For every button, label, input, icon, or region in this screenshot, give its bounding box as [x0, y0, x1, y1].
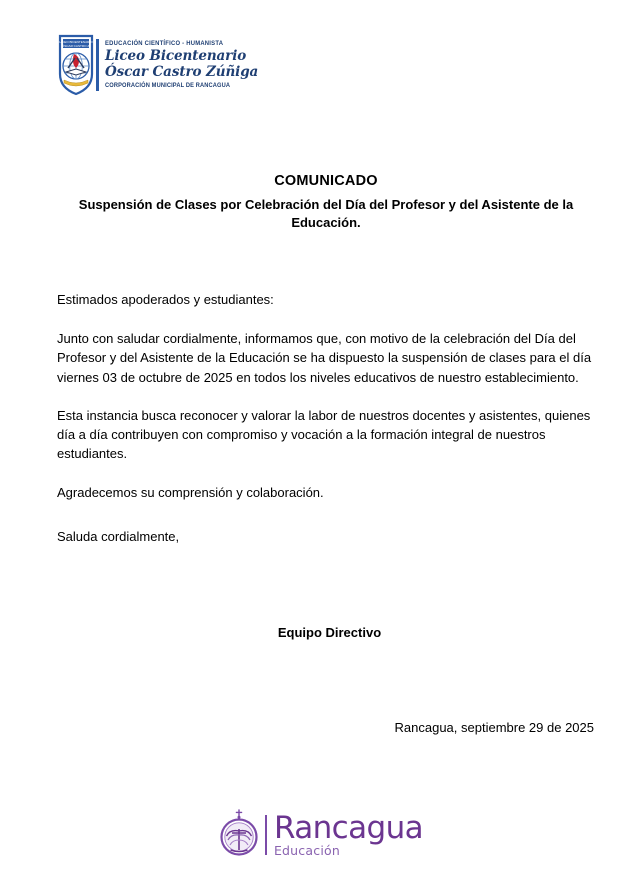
page-subtitle: Suspensión de Clases por Celebración del Día del Profesor y del Asistente de la Educación. [78, 196, 574, 231]
body-paragraph-2: Esta instancia busca reconocer y valorar la labor de nuestros docentes y asistentes, quienes día a día contribuyen con compromiso y vocación a la formación integral de nuestros estudiantes. [57, 407, 591, 462]
page-title: COMUNICADO [274, 173, 378, 189]
signature-block: Equipo Directivo [277, 625, 382, 640]
body-greeting: Estimados apoderados y estudiantes: [57, 292, 274, 307]
footer-logo-text [273, 809, 424, 858]
logo-divider [96, 39, 99, 91]
school-logo-text [105, 41, 258, 88]
rancagua-coat-of-arms-icon [217, 809, 261, 861]
school-tagline: EDUCACIÓN CIENTÍFICO - HUMANISTA [105, 40, 224, 48]
footer-department-name: Educación [273, 842, 340, 858]
body-paragraph-1: Junto con saludar cordialmente, informamos que, con motivo de la celebración del Día del Profesor y del Asistente de la Educación se ha dispuesto la suspensión de clases para el día viernes 03 de octubre de 2025 en todos los niveles educativos de nuestro establecimiento. [57, 331, 592, 385]
rancagua-educacion-logo-footer [0, 806, 640, 864]
document-body [57, 290, 594, 502]
body-paragraph-3: Agradecemos su comprensión y colaboración. [57, 484, 324, 500]
title-block [58, 172, 594, 232]
svg-text:ÓSCAR CASTRO Z.: ÓSCAR CASTRO Z. [61, 43, 91, 48]
school-crest-icon [58, 34, 94, 96]
footer-city-name: Rancagua [273, 809, 424, 846]
school-corporation: CORPORACIÓN MUNICIPAL DE RANCAGUA [105, 82, 231, 89]
body-salutation: Saluda cordialmente, [57, 529, 180, 544]
school-logo-header [58, 31, 258, 99]
svg-text:LICEO BICENTENARIO: LICEO BICENTENARIO [59, 40, 93, 45]
date-line: Rancagua, septiembre 29 de 2025 [394, 720, 594, 735]
footer-logo-divider [265, 815, 267, 855]
school-name-line-2: Óscar Castro Zúñiga [105, 63, 259, 80]
school-name-line-1: Liceo Bicentenario [105, 48, 247, 65]
